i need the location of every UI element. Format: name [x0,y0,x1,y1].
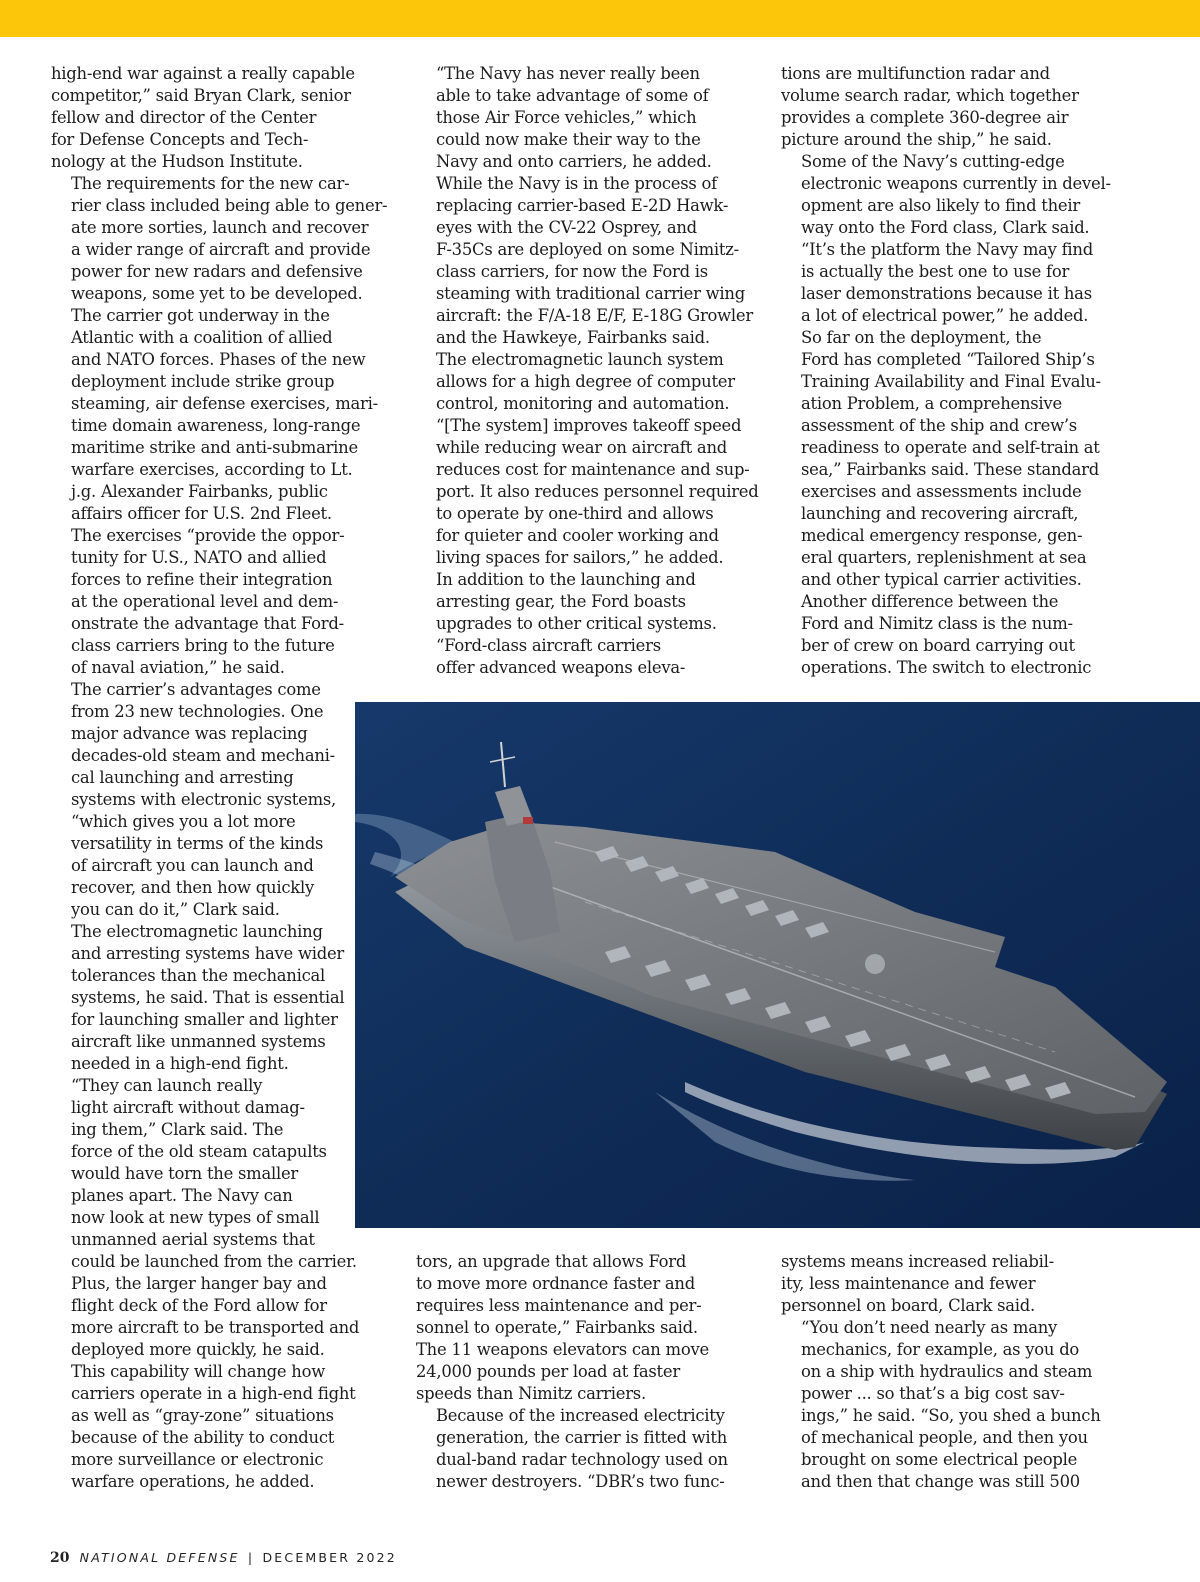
publication-name: NATIONAL DEFENSE [79,1550,240,1565]
text-line: eyes with the CV-22 Osprey, and [436,218,697,237]
text-line: needed in a high-end fight. [71,1054,289,1073]
paragraph [51,525,361,679]
text-line: Some of the Navy’s cutting-edge [801,152,1065,171]
text-line: F-35Cs are deployed on some Nimitz- [436,240,739,259]
text-line: decades-old steam and mechani- [71,746,335,765]
text-line: onstrate the advantage that Ford- [71,614,344,633]
text-line: for Defense Concepts and Tech- [51,130,309,149]
text-line: deployed more quickly, he said. [71,1340,325,1359]
text-line: recover, and then how quickly [71,878,314,897]
text-line: upgrades to other critical systems. [436,614,717,633]
paragraph [781,151,1126,327]
paragraph [781,1251,1126,1317]
column-1 [51,63,388,1493]
text-line: Because of the increased electricity [436,1406,725,1425]
paragraph [51,173,388,305]
text-line: port. It also reduces personnel required [436,482,759,501]
text-line: exercises and assessments include [801,482,1082,501]
text-line: j.g. Alexander Fairbanks, public [71,482,328,501]
text-line: class carriers, for now the Ford is [436,262,708,281]
text-line: tions are multifunction radar and [781,64,1050,83]
page-footer [50,1550,397,1566]
paragraph [416,569,761,635]
paragraph [51,1361,361,1493]
text-line: and other typical carrier activities. [801,570,1082,589]
text-line: unmanned aerial systems that [71,1230,315,1249]
text-line: “which gives you a lot more [71,812,296,831]
text-line: laser demonstrations because it has [801,284,1092,303]
footer-separator: | [247,1550,255,1565]
top-accent-bar [0,0,1200,37]
text-line: and the Hawkeye, Fairbanks said. [436,328,710,347]
text-line: versatility in terms of the kinds [71,834,324,853]
text-line: a lot of electrical power,” he added. [801,306,1089,325]
column-2-top [416,63,761,679]
text-line: competitor,” said Bryan Clark, senior [51,86,351,105]
text-line: This capability will change how [71,1362,325,1381]
text-line: carriers operate in a high-end fight [71,1384,356,1403]
text-line: The electromagnetic launch system [436,350,724,369]
text-line: weapons, some yet to be developed. [71,284,363,303]
column-3-top [781,63,1126,679]
text-line: for quieter and cooler working and [436,526,719,545]
text-line: flight deck of the Ford allow for [71,1296,327,1315]
text-line: replacing carrier-based E-2D Hawk- [436,196,729,215]
text-line: you can do it,” Clark said. [71,900,280,919]
text-line: newer destroyers. “DBR’s two func- [436,1472,725,1491]
text-line: ing them,” Clark said. The [71,1120,284,1139]
text-line: Ford and Nimitz class is the num- [801,614,1073,633]
paragraph [51,679,361,921]
text-line: assessment of the ship and crew’s [801,416,1077,435]
text-line: “Ford-class aircraft carriers [436,636,661,655]
text-line: The carrier’s advantages come [71,680,321,699]
text-line: systems, he said. That is essential [71,988,345,1007]
text-line: cal launching and arresting [71,768,294,787]
text-line: affairs officer for U.S. 2nd Fleet. [71,504,332,523]
text-line: time domain awareness, long-range [71,416,361,435]
text-line: tunity for U.S., NATO and allied [71,548,327,567]
text-line: readiness to operate and self-train at [801,438,1100,457]
text-line: Training Availability and Final Evalu- [801,372,1101,391]
text-line: force of the old steam catapults [71,1142,327,1161]
aircraft-carrier-photo [355,702,1200,1228]
text-line: and then that change was still 500 [801,1472,1080,1491]
text-line: Navy and onto carriers, he added. [436,152,712,171]
text-line: high-end war against a really capable [51,64,355,83]
text-line: ings,” he said. “So, you shed a bunch [801,1406,1101,1425]
text-line: systems with electronic systems, [71,790,336,809]
text-line: tors, an upgrade that allows Ford [416,1252,687,1271]
text-line: steaming with traditional carrier wing [436,284,745,303]
text-line: aircraft like unmanned systems [71,1032,326,1051]
text-line: those Air Force vehicles,” which [436,108,697,127]
text-line: Atlantic with a coalition of allied [71,328,333,347]
text-line: operations. The switch to electronic [801,658,1092,677]
text-line: major advance was replacing [71,724,308,743]
text-line: for launching smaller and lighter [71,1010,338,1029]
text-line: dual-band radar technology used on [436,1450,728,1469]
text-line: of aircraft you can launch and [71,856,314,875]
text-line: Plus, the larger hanger bay and [71,1274,327,1293]
text-line: now look at new types of small [71,1208,320,1227]
text-line: “It’s the platform the Navy may find [801,240,1093,259]
text-line: a wider range of aircraft and provide [71,240,371,259]
text-line: class carriers bring to the future [71,636,335,655]
text-line: ber of crew on board carrying out [801,636,1075,655]
text-line: and arresting systems have wider [71,944,345,963]
text-line: to operate by one-third and allows [436,504,714,523]
paragraph [781,327,1126,591]
text-line: would have torn the smaller [71,1164,299,1183]
text-line: requires less maintenance and per- [416,1296,702,1315]
text-line: “[The system] improves takeoff speed [436,416,742,435]
paragraph [416,635,761,679]
text-line: “They can launch really [71,1076,263,1095]
text-line: systems means increased reliabil- [781,1252,1054,1271]
text-line: while reducing wear on aircraft and [436,438,727,457]
text-line: opment are also likely to find their [801,196,1080,215]
text-line: nology at the Hudson Institute. [51,152,303,171]
text-line: eral quarters, replenishment at sea [801,548,1087,567]
paragraph [51,1075,361,1273]
text-line: sonnel to operate,” Fairbanks said. [416,1318,698,1337]
text-line: living spaces for sailors,” he added. [436,548,724,567]
text-line: personnel on board, Clark said. [781,1296,1035,1315]
text-line: “You don’t need nearly as many [801,1318,1058,1337]
text-line: way onto the Ford class, Clark said. [801,218,1090,237]
text-line: more surveillance or electronic [71,1450,324,1469]
text-line: more aircraft to be transported and [71,1318,360,1337]
paragraph [416,63,761,173]
text-line: The 11 weapons elevators can move [416,1340,709,1359]
text-line: control, monitoring and automation. [436,394,730,413]
text-line: mechanics, for example, as you do [801,1340,1080,1359]
paragraph [51,305,378,525]
paragraph [51,921,361,1075]
text-line: from 23 new technologies. One [71,702,324,721]
text-line: at the operational level and dem- [71,592,339,611]
paragraph [781,591,1126,679]
paragraph [51,63,361,173]
text-line: picture around the ship,” he said. [781,130,1052,149]
column-2-bottom [416,1251,761,1493]
text-line: The carrier got underway in the [71,306,330,325]
text-line: power ... so that’s a big cost sav- [801,1384,1065,1403]
text-line: The exercises “provide the oppor- [71,526,345,545]
text-line: light aircraft without damag- [71,1098,305,1117]
text-line: “The Navy has never really been [436,64,700,83]
column-3-bottom [781,1251,1126,1493]
text-line: So far on the deployment, the [801,328,1042,347]
text-line: In addition to the launching and [436,570,696,589]
text-line: on a ship with hydraulics and steam [801,1362,1093,1381]
text-line: Another difference between the [801,592,1059,611]
text-line: sea,” Fairbanks said. These standard [801,460,1099,479]
text-line: deployment include strike group [71,372,335,391]
text-line: fellow and director of the Center [51,108,317,127]
paragraph [416,173,761,349]
text-line: Ford has completed “Tailored Ship’s [801,350,1095,369]
paragraph [51,1273,361,1361]
text-line: launching and recovering aircraft, [801,504,1079,523]
text-line: tolerances than the mechanical [71,966,326,985]
text-line: power for new radars and defensive [71,262,363,281]
page-number: 20 [50,1550,70,1566]
text-line: of naval aviation,” he said. [71,658,285,677]
text-line: allows for a high degree of computer [436,372,735,391]
text-line: generation, the carrier is fitted with [436,1428,728,1447]
text-line: maritime strike and anti-submarine [71,438,358,457]
text-line: ate more sorties, launch and recover [71,218,369,237]
text-line: speeds than Nimitz carriers. [416,1384,646,1403]
text-line: because of the ability to conduct [71,1428,335,1447]
text-line: medical emergency response, gen- [801,526,1083,545]
text-line: brought on some electrical people [801,1450,1078,1469]
text-line: aircraft: the F/A-18 E/F, E-18G Growler [436,306,753,325]
text-line: and NATO forces. Phases of the new [71,350,366,369]
text-line: steaming, air defense exercises, mari- [71,394,378,413]
text-line: While the Navy is in the process of [436,174,717,193]
text-line: The electromagnetic launching [71,922,323,941]
text-line: rier class included being able to gener- [71,196,388,215]
paragraph [781,1317,1126,1493]
text-line: is actually the best one to use for [801,262,1070,281]
text-line: to move more ordnance faster and [416,1274,695,1293]
text-line: of mechanical people, and then you [801,1428,1088,1447]
text-line: provides a complete 360-degree air [781,108,1069,127]
text-line: offer advanced weapons eleva- [436,658,686,677]
text-line: arresting gear, the Ford boasts [436,592,686,611]
text-line: warfare exercises, according to Lt. [71,460,353,479]
text-line: able to take advantage of some of [436,86,709,105]
text-line: warfare operations, he added. [71,1472,315,1491]
text-line: as well as “gray-zone” situations [71,1406,334,1425]
text-line: could now make their way to the [436,130,701,149]
text-line: forces to refine their integration [71,570,333,589]
paragraph [416,1405,761,1493]
text-line: could be launched from the carrier. [71,1252,357,1271]
text-line: ation Problem, a comprehensive [801,394,1062,413]
text-line: ity, less maintenance and fewer [781,1274,1036,1293]
paragraph [416,349,761,569]
issue-date: DECEMBER 2022 [262,1550,397,1565]
paragraph [416,1251,761,1405]
text-line: planes apart. The Navy can [71,1186,293,1205]
text-line: 24,000 pounds per load at faster [416,1362,680,1381]
text-line: The requirements for the new car- [71,174,350,193]
text-line: reduces cost for maintenance and sup- [436,460,750,479]
text-line: electronic weapons currently in devel- [801,174,1111,193]
text-line: volume search radar, which together [781,86,1079,105]
paragraph [781,63,1126,151]
